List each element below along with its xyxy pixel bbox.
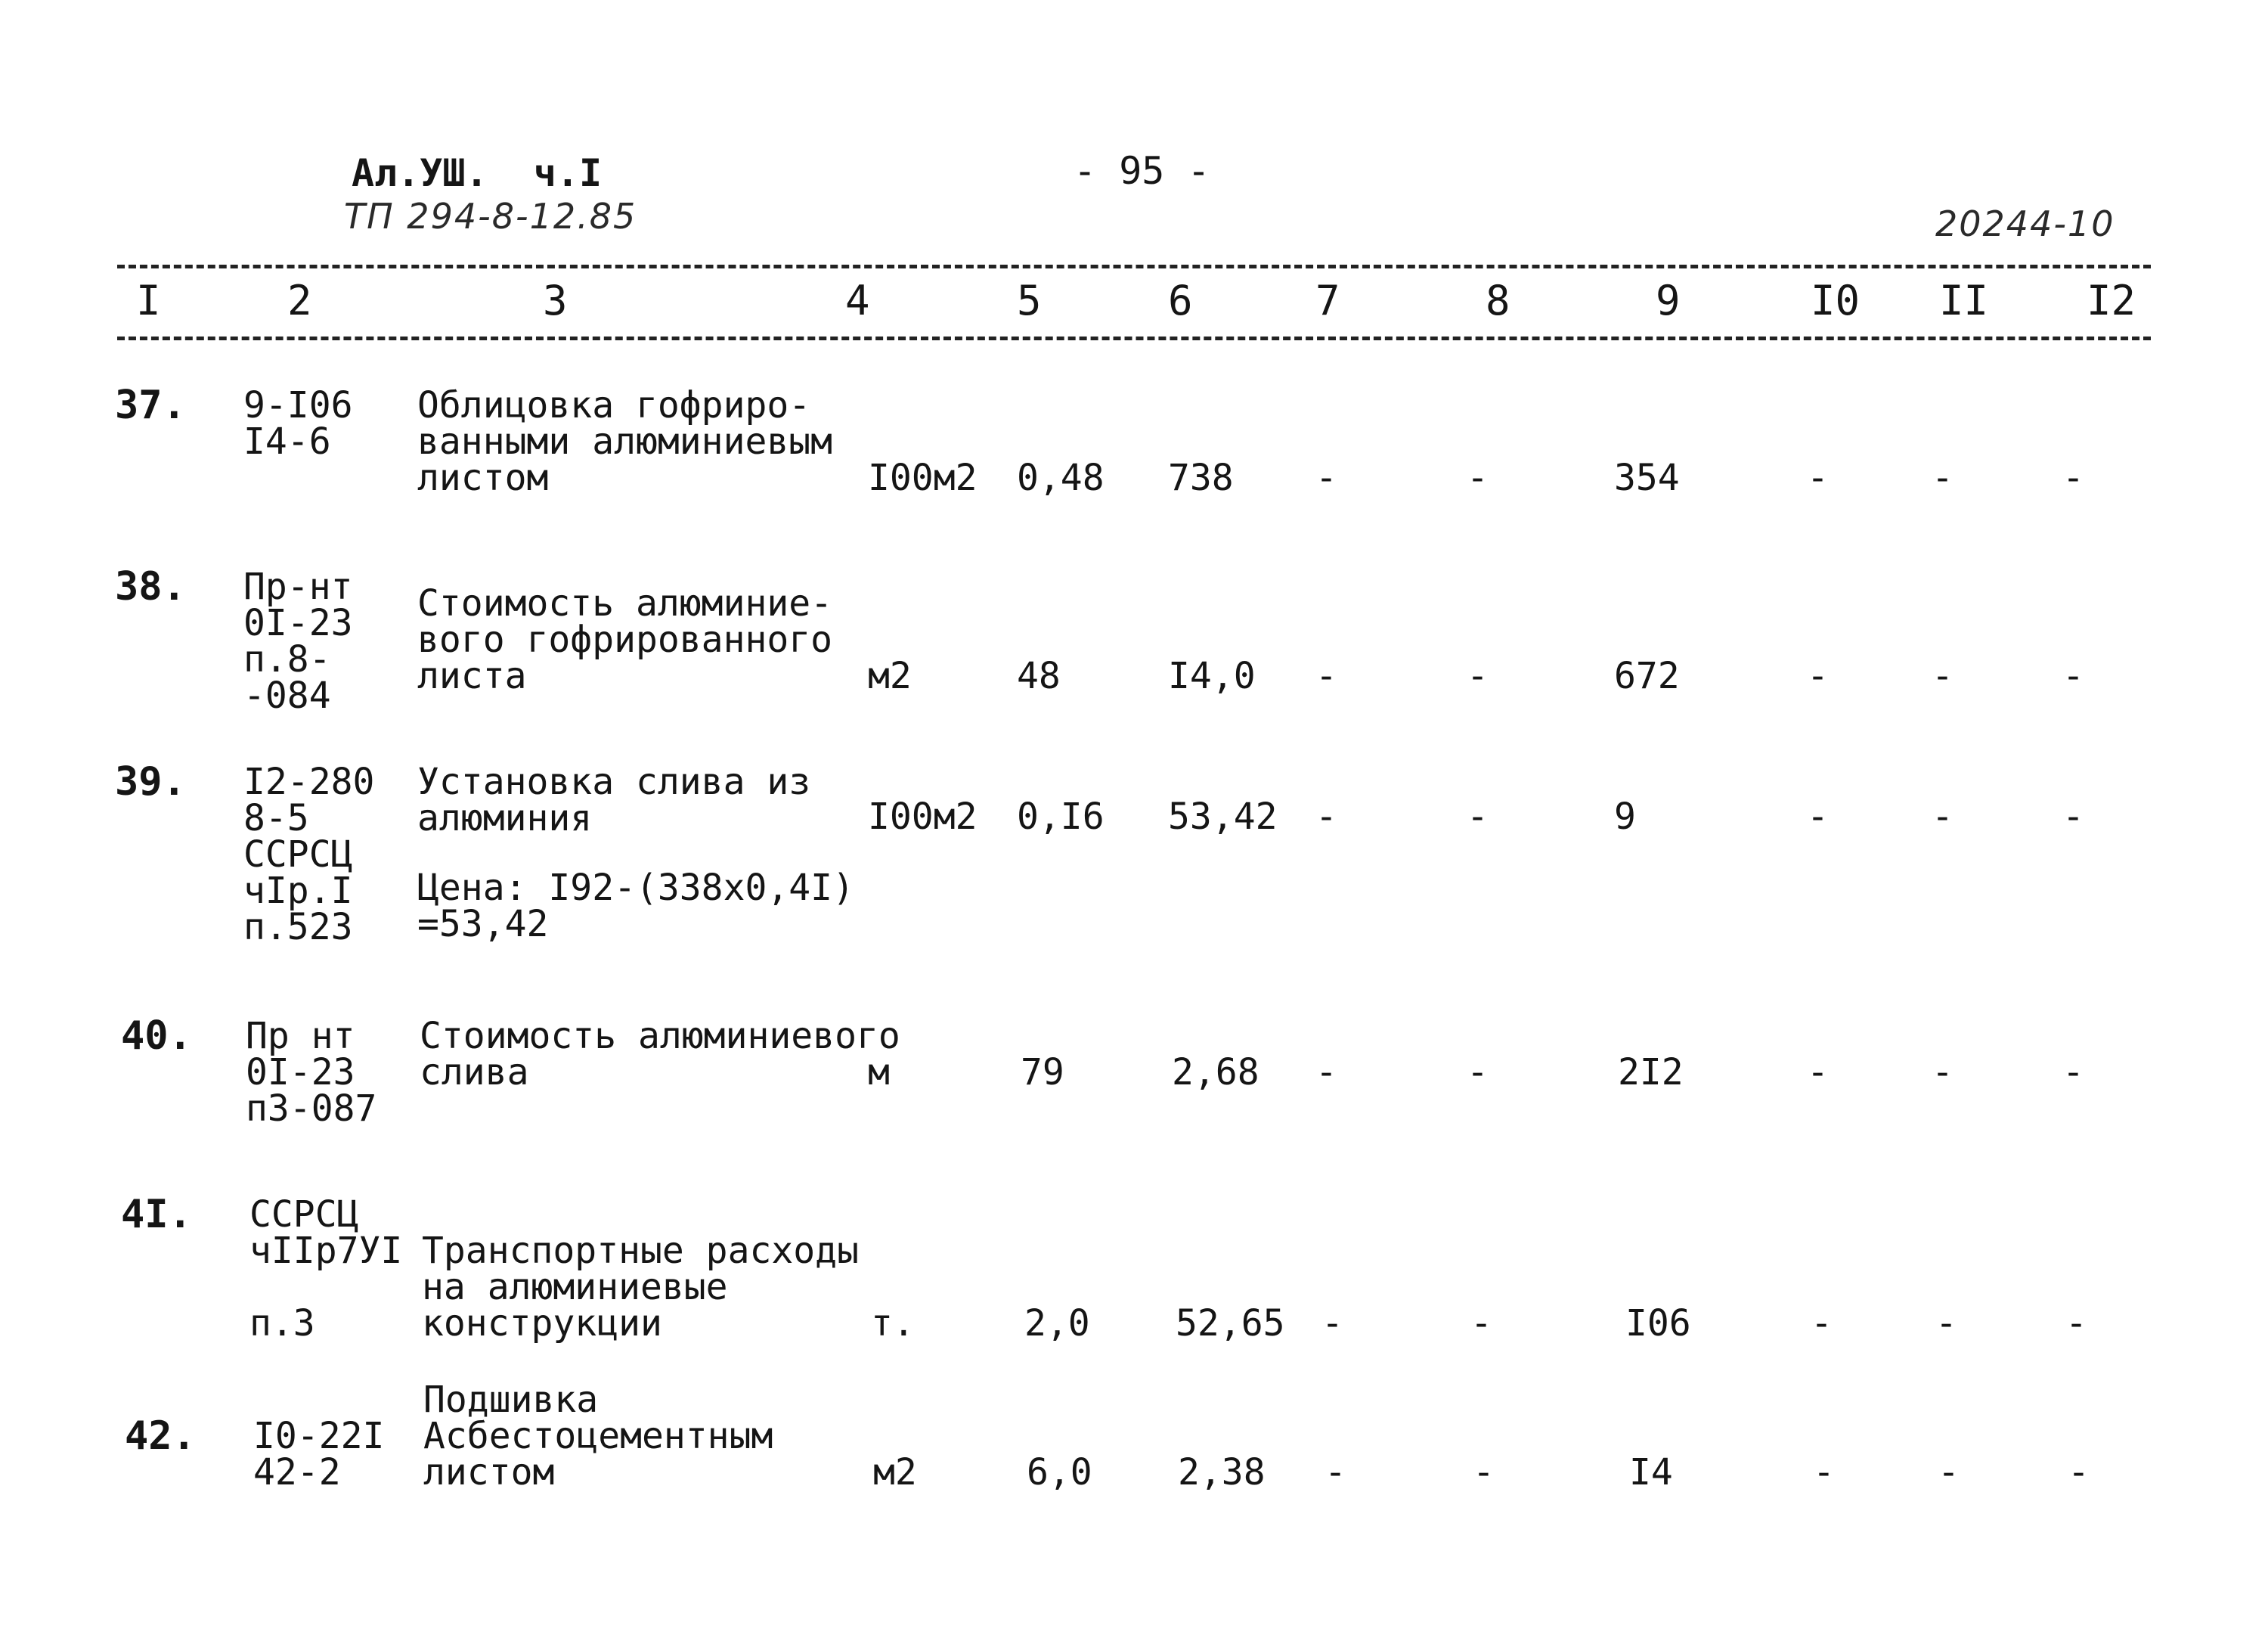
row-col8: - <box>1470 1302 1492 1345</box>
row-unit: I00м2 <box>868 796 978 838</box>
row-col12: - <box>2065 1302 2087 1345</box>
row-number: 39. <box>115 759 186 805</box>
row-description <box>417 582 833 697</box>
column-header-7: 7 <box>1315 277 1340 324</box>
row-code-continued: п.3 <box>249 1302 315 1345</box>
desc-line: Облицовка гофриро- <box>417 384 811 427</box>
row-col12: - <box>2062 655 2084 697</box>
row-col12: - <box>2062 457 2084 499</box>
row-col7: - <box>1315 796 1337 838</box>
row-quantity: 2,0 <box>1024 1302 1090 1345</box>
row-description <box>422 1230 859 1345</box>
desc-line: листа <box>417 655 527 697</box>
code-line: ССРСЦ <box>249 1193 359 1236</box>
row-unit-price: 2,68 <box>1172 1051 1259 1093</box>
row-code <box>243 566 353 717</box>
row-col8: - <box>1467 1051 1489 1093</box>
page-number: - 95 - <box>1074 149 1210 193</box>
desc-line: конструкции <box>422 1302 662 1345</box>
row-unit: I00м2 <box>868 457 978 499</box>
code-line: п3-087 <box>246 1087 377 1130</box>
row-col11: - <box>1932 796 1954 838</box>
row-col11: - <box>1932 1051 1954 1093</box>
column-header-8: 8 <box>1486 277 1510 324</box>
row-unit-price: 53,42 <box>1168 796 1278 838</box>
row-number: 38. <box>115 564 186 610</box>
row-number: 4I. <box>121 1192 192 1237</box>
row-description <box>423 1379 773 1494</box>
column-header-11: II <box>1939 277 1989 324</box>
row-col8: - <box>1467 655 1489 697</box>
row-col8: - <box>1467 457 1489 499</box>
code-line: I4-6 <box>243 420 331 463</box>
row-code <box>243 761 375 948</box>
code-line: п.523 <box>243 906 353 948</box>
row-code <box>243 384 353 463</box>
table-top-rule <box>117 265 2151 268</box>
code-line: чIр.I <box>243 870 353 912</box>
code-line: 8-5 <box>243 797 309 839</box>
row-code <box>249 1193 403 1272</box>
inventory-number: 20244-10 <box>1935 203 2115 244</box>
column-header-5: 5 <box>1017 277 1042 324</box>
column-header-2: 2 <box>287 277 312 324</box>
row-number: 37. <box>115 383 186 428</box>
document-code: Ал.УШ. ч.I <box>352 151 603 195</box>
row-quantity: 0,48 <box>1017 457 1105 499</box>
row-col8: - <box>1467 796 1489 838</box>
row-unit: м <box>868 1051 890 1093</box>
code-line: Пр нт <box>246 1015 355 1057</box>
row-unit-price: 738 <box>1168 457 1234 499</box>
row-col7: - <box>1325 1451 1346 1494</box>
table-header-rule <box>117 337 2151 340</box>
row-quantity: 6,0 <box>1027 1451 1092 1494</box>
column-header-1: I <box>136 277 161 324</box>
row-unit-price: 2,38 <box>1178 1451 1266 1494</box>
desc-line: Стоимость алюминиевого <box>420 1015 900 1057</box>
desc-line: Подшивка <box>423 1379 599 1421</box>
desc-line: листом <box>417 457 549 499</box>
row-col8: - <box>1473 1451 1495 1494</box>
code-line: 0I-23 <box>243 602 353 644</box>
code-line: -084 <box>243 675 331 717</box>
desc-line: листом <box>423 1451 555 1494</box>
row-quantity: 79 <box>1021 1051 1064 1093</box>
desc-line: на алюминиевые <box>422 1266 728 1308</box>
row-number: 42. <box>125 1413 196 1459</box>
row-col12: - <box>2068 1451 2090 1494</box>
column-header-4: 4 <box>845 277 870 324</box>
row-unit: м2 <box>868 655 912 697</box>
code-line: п.8- <box>243 638 331 681</box>
row-description <box>417 761 811 839</box>
desc-line: вого гофрированного <box>417 619 833 661</box>
desc-line: алюминия <box>417 797 593 839</box>
row-unit-price: I4,0 <box>1168 655 1256 697</box>
code-line: Пр-нт <box>243 566 353 608</box>
row-total: 2I2 <box>1618 1051 1684 1093</box>
column-header-10: I0 <box>1811 277 1861 324</box>
desc-line: Транспортные расходы <box>422 1230 859 1272</box>
desc-line: Стоимость алюминие- <box>417 582 833 625</box>
row-number: 40. <box>121 1013 192 1059</box>
code-line: 42-2 <box>253 1451 341 1494</box>
price-calculation <box>417 867 854 945</box>
row-col7: - <box>1321 1302 1343 1345</box>
row-total: 354 <box>1614 457 1680 499</box>
code-line: чIIр7УI <box>249 1230 403 1272</box>
column-header-3: 3 <box>543 277 568 324</box>
row-total: 9 <box>1614 796 1636 838</box>
row-col11: - <box>1938 1451 1960 1494</box>
row-code <box>246 1015 377 1130</box>
row-col7: - <box>1315 1051 1337 1093</box>
row-quantity: 0,I6 <box>1017 796 1105 838</box>
row-unit-price: 52,65 <box>1176 1302 1285 1345</box>
row-col12: - <box>2062 1051 2084 1093</box>
code-line: I2-280 <box>243 761 375 803</box>
row-col7: - <box>1315 655 1337 697</box>
column-header-6: 6 <box>1168 277 1193 324</box>
project-code: ТП 294-8-12.85 <box>344 196 637 237</box>
code-line: I0-22I <box>253 1415 385 1457</box>
row-col7: - <box>1315 457 1337 499</box>
row-total: I4 <box>1629 1451 1673 1494</box>
row-col10: - <box>1807 796 1829 838</box>
calc-line: =53,42 <box>417 903 549 945</box>
row-total: I06 <box>1625 1302 1691 1345</box>
calc-line: Цена: I92-(338х0,4I) <box>417 867 854 909</box>
row-description <box>417 384 833 499</box>
column-header-12: I2 <box>2087 277 2136 324</box>
code-line: ССРСЦ <box>243 833 353 876</box>
row-col11: - <box>1932 655 1954 697</box>
row-col10: - <box>1807 655 1829 697</box>
desc-line: слива <box>420 1051 529 1093</box>
row-code <box>253 1415 385 1494</box>
code-line: 9-I06 <box>243 384 353 427</box>
desc-line: Асбестоцементным <box>423 1415 773 1457</box>
row-col12: - <box>2062 796 2084 838</box>
desc-line: ванными алюминиевым <box>417 420 833 463</box>
code-line: 0I-23 <box>246 1051 355 1093</box>
row-unit: т. <box>871 1302 915 1345</box>
row-col10: - <box>1807 1051 1829 1093</box>
row-col10: - <box>1807 457 1829 499</box>
row-description <box>420 1015 900 1093</box>
row-total: 672 <box>1614 655 1680 697</box>
row-col10: - <box>1813 1451 1835 1494</box>
row-col11: - <box>1932 457 1954 499</box>
desc-line: Установка слива из <box>417 761 811 803</box>
row-col11: - <box>1935 1302 1957 1345</box>
row-col10: - <box>1811 1302 1833 1345</box>
column-header-9: 9 <box>1656 277 1681 324</box>
row-unit: м2 <box>873 1451 917 1494</box>
row-quantity: 48 <box>1017 655 1061 697</box>
